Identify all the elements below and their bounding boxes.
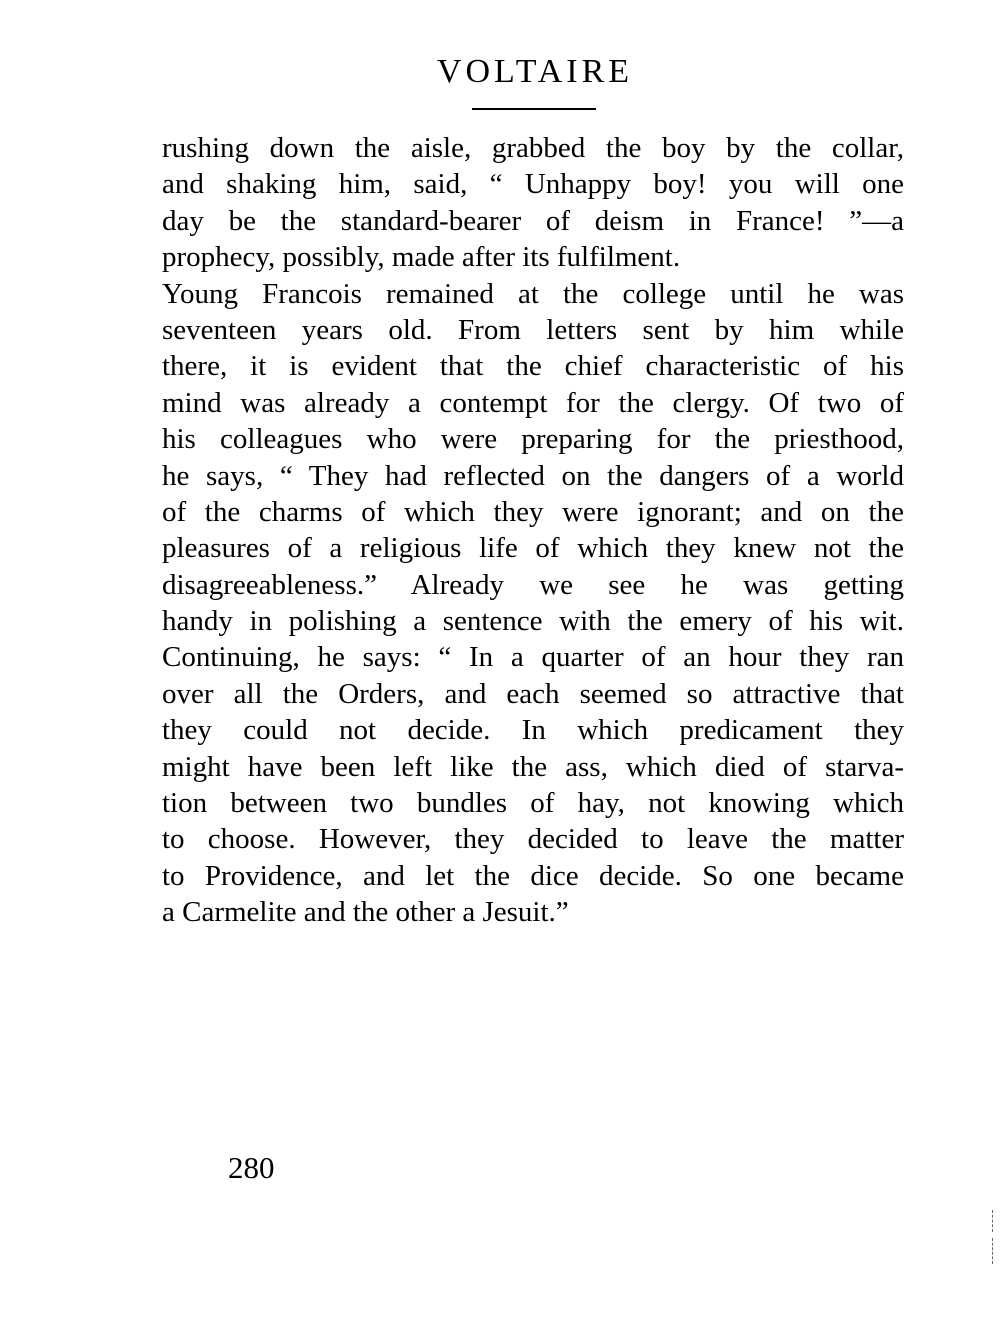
text-line: Young Francois remained at the college until he was xyxy=(162,277,904,310)
body-text xyxy=(162,130,904,931)
text-line: and shaking him, said, “ Unhappy boy! you will one xyxy=(162,168,904,201)
text-line: over all the Orders, and each seemed so attractive that xyxy=(162,677,904,710)
text-line: his colleagues who were preparing for the priesthood, xyxy=(162,423,904,456)
text-line: tion between two bundles of hay, not knowing which xyxy=(162,787,904,820)
text-line: of the charms of which they were ignorant; and on the xyxy=(162,495,904,528)
text-line: prophecy, possibly, made after its fulfilment. xyxy=(162,241,681,274)
text-line: there, it is evident that the chief characteristic of his xyxy=(162,350,904,383)
text-line: to choose. However, they decided to leave the matter xyxy=(162,823,904,856)
text-line: Continuing, he says: “ In a quarter of an hour they ran xyxy=(162,641,904,674)
text-line: to Providence, and let the dice decide. So one became xyxy=(162,859,904,892)
text-line: disagreeableness.” Already we see he was getting xyxy=(162,568,904,601)
text-line: mind was already a contempt for the clergy. Of two of xyxy=(162,386,904,419)
text-line: he says, “ They had reflected on the dangers of a world xyxy=(162,459,904,492)
title-rule xyxy=(472,108,596,110)
page-number: 280 xyxy=(228,1150,275,1185)
text-line: day be the standard-bearer of deism in France! ”—a xyxy=(162,204,904,237)
text-line: rushing down the aisle, grabbed the boy by the collar, xyxy=(162,132,904,164)
scan-edge-mark xyxy=(992,1210,993,1232)
text-line: a Carmelite and the other a Jesuit.” xyxy=(162,896,569,929)
text-line: seventeen years old. From letters sent by him while xyxy=(162,313,904,346)
text-line: handy in polishing a sentence with the emery of his wit. xyxy=(162,605,904,638)
text-line: they could not decide. In which predicament they xyxy=(162,714,904,747)
scan-edge-mark xyxy=(992,1238,993,1264)
running-title: VOLTAIRE xyxy=(436,53,634,90)
text-line: might have been left like the ass, which died of starva- xyxy=(162,750,904,783)
text-line: pleasures of a religious life of which they knew not the xyxy=(162,532,904,565)
